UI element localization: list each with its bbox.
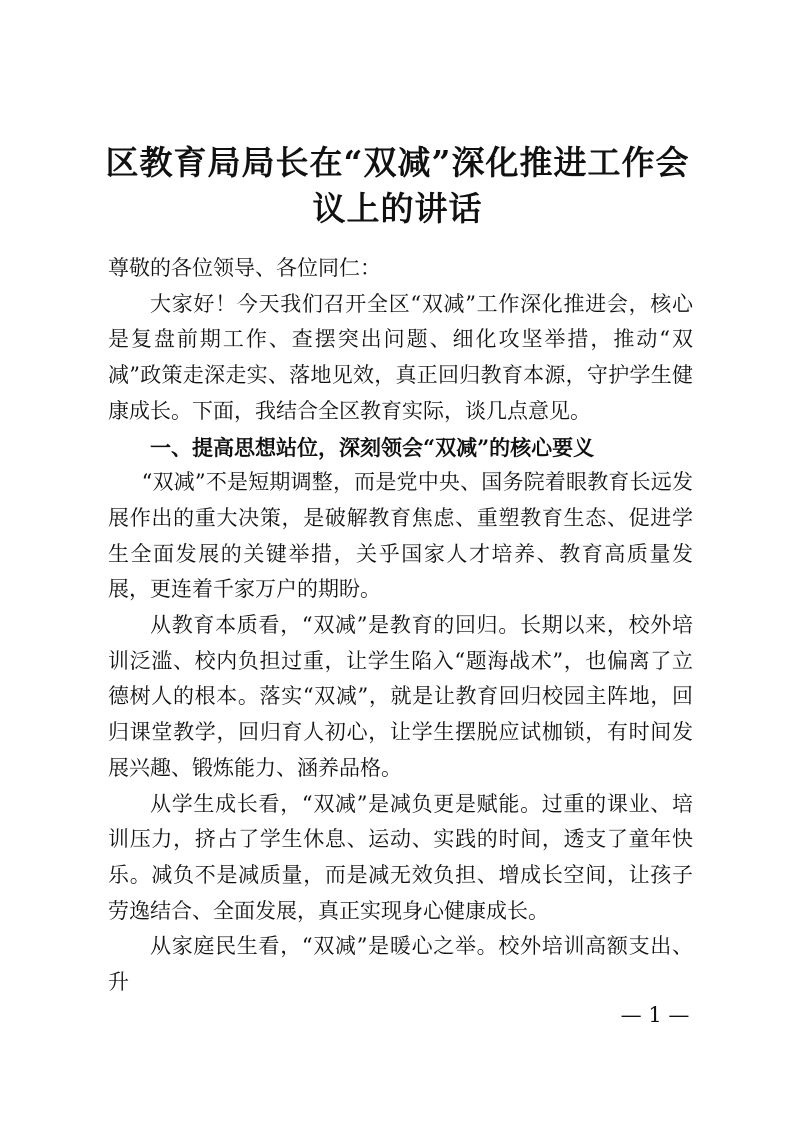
paragraph-significance: “双减”不是短期调整，而是党中央、国务院着眼教育长远发展作出的重大决策，是破解教育焦虑、重塑教育生态、促进学生全面发展的关键举措，关乎国家人才培养、教育高质量发展，更连着千家万户的期盼。	[108, 470, 693, 602]
paragraph-education-essence: 从教育本质看，“双减”是教育的回归。长期以来，校外培训泛滥、校内负担过重，让学生陷入“题海战术”，也偏离了立德树人的根本。落实“双减”，就是让教育回归校园主阵地，回归课堂教学，回归育人初心，让学生摆脱应试枷锁，有时间发展兴趣、锻炼能力、涵养品格。	[108, 613, 693, 780]
page-number: — 1 —	[620, 1003, 690, 1027]
paragraph-intro: 大家好！今天我们召开全区“双减”工作深化推进会，核心是复盘前期工作、查摆突出问题、细化攻坚举措，推动“双减”政策走深走实、落地见效，真正回归教育本源，守护学生健康成长。下面，我结合全区教育实际，谈几点意见。	[108, 291, 693, 423]
paragraph-student-growth: 从学生成长看，“双减”是减负更是赋能。过重的课业、培训压力，挤占了学生休息、运动、实践的时间，透支了童年快乐。减负不是减质量，而是减无效负担、增成长空间，让孩子劳逸结合、全面发展，真正实现身心健康成长。	[108, 791, 693, 923]
document-body	[108, 251, 693, 1001]
paragraph-family-livelihood: 从家庭民生看，“双减”是暖心之举。校外培训高额支出、升	[108, 934, 693, 995]
salutation: 尊敬的各位领导、各位同仁：	[108, 256, 381, 280]
section-heading-1: 一、提高思想站位，深刻领会“双减”的核心要义	[150, 434, 595, 460]
document-title: 区教育局局长在“双减”深化推进工作会议上的讲话	[105, 143, 690, 228]
